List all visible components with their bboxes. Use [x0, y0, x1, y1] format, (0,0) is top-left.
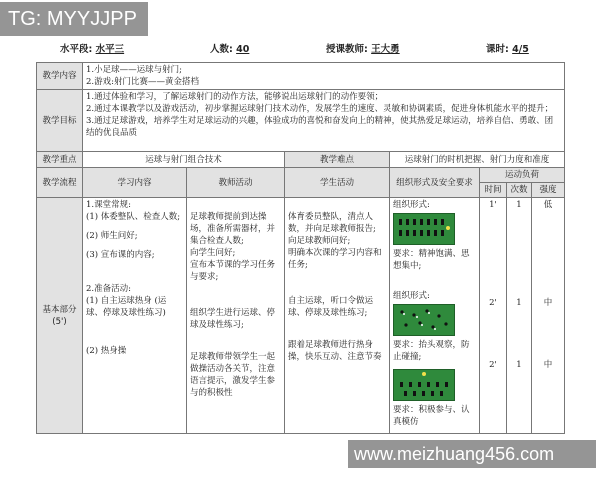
- watermark-top: TG: MYYJJPP: [0, 2, 148, 36]
- load-time-1: 1': [489, 200, 497, 210]
- student-c: 明确本次课的学习内容和任务;: [288, 248, 382, 270]
- load-intensity-1: 低: [543, 200, 553, 210]
- org-f3-req: 要求：积极参与、认真模仿: [393, 405, 470, 427]
- org-f2-label: 组织形式:: [393, 291, 430, 301]
- intensity-header: 强度: [532, 183, 565, 198]
- difficulty-value: 运球射门的时机把握、射门力度和准度: [390, 152, 565, 168]
- goal-line: 3.通过足球游戏，培养学生对足球运动的兴趣，体验成功的喜悦和奋发向上的精神，使其热爱足球运动，培养自信、勇敢、团结的优良品质: [86, 116, 554, 138]
- basic-label-cell: [37, 198, 83, 434]
- org-f1-req: 要求：精神饱满、思想集中;: [393, 249, 470, 271]
- basic-label-sub: (5'): [52, 316, 67, 327]
- goal-line: 2.通过本课教学以及游戏活动，初步掌握运球射门技术动作，发展学生的速度、灵敏和协调素质，促进身体机能水平的提升；: [86, 104, 554, 114]
- level-label: 水平段:: [60, 44, 93, 55]
- learn-s1-a: (1) 体委整队、检查人数;: [86, 212, 181, 222]
- columns-row: [37, 168, 565, 183]
- teacher-e: 足球教师带领学生一起做操活动各关节，注意语言提示，激发学生参与的积极性: [190, 352, 276, 398]
- content-cell: [83, 63, 565, 90]
- learn-s1-b: (2) 师生问好;: [86, 231, 138, 241]
- student-e: 跟着足球教师进行热身操，快乐互动、注意节奏: [288, 340, 382, 362]
- formation-1-players: [394, 214, 454, 244]
- goal-cell: [83, 90, 565, 152]
- content-row: [37, 63, 565, 90]
- load-count-2: 1: [516, 298, 522, 308]
- student-a: 体育委员整队，清点人数，并向足球教师报告;: [288, 212, 376, 234]
- teacher-label: 授课教师:: [326, 44, 368, 55]
- level-field: [60, 42, 124, 58]
- content-line: 1.小足球——运球与射门;: [86, 65, 182, 75]
- teacher-header: 教师活动: [187, 168, 285, 198]
- time-cell: [480, 198, 507, 434]
- level-value: 水平三: [95, 44, 125, 55]
- load-header: 运动负荷: [480, 168, 565, 183]
- content-label: 教学内容: [37, 63, 83, 90]
- learn-s1-title: 1.课堂常规:: [86, 200, 131, 210]
- goal-label: 教学目标: [37, 90, 83, 152]
- formation-diagram-1: [393, 213, 455, 245]
- formation-diagram-2: [393, 304, 455, 336]
- goal-line: 1.通过体验和学习，了解运球射门的动作方法，能够说出运球射门的动作要领；: [86, 92, 384, 102]
- teacher-b: 向学生问好;: [190, 248, 236, 258]
- org-header: 组织形式及安全要求: [390, 168, 480, 198]
- content-line: 2.游戏:射门比赛——黄金搭档: [86, 77, 199, 87]
- count-header: 次数: [507, 183, 532, 198]
- learn-s2-a: (1) 自主运球热身 (运球、停球及球性练习): [86, 296, 167, 318]
- student-b: 向足球教师问好;: [288, 236, 351, 246]
- learn-header: 学习内容: [83, 168, 187, 198]
- watermark-bottom: www.meizhuang456.com: [348, 440, 596, 468]
- learn-cell: [83, 198, 187, 434]
- count-field: [210, 42, 249, 58]
- org-f1-label: 组织形式:: [393, 200, 430, 210]
- lesson-plan-table: [36, 62, 565, 434]
- count-cell: [507, 198, 532, 434]
- student-header: 学生活动: [285, 168, 390, 198]
- basic-label: 基本部分: [42, 304, 77, 315]
- load-count-3: 1: [516, 360, 522, 370]
- teacher-value: 王大勇: [371, 44, 400, 55]
- load-count-1: 1: [516, 200, 522, 210]
- teacher-c: 宣布本节课的学习任务与要求;: [190, 260, 276, 282]
- lesson-label: 课时:: [486, 44, 509, 55]
- student-d: 自主运球，听口令做运球、停球及球性练习;: [288, 296, 374, 318]
- lesson-value: 4/5: [512, 44, 529, 55]
- teacher-a: 足球教师提前到达操场，准备所需器材，并集合检查人数;: [190, 212, 276, 246]
- load-intensity-3: 中: [543, 360, 553, 370]
- learn-s1-c: (3) 宣布课的内容;: [86, 250, 155, 260]
- goal-row: [37, 90, 565, 152]
- count-value: 40: [236, 44, 250, 55]
- teacher-field: [326, 42, 400, 58]
- load-intensity-2: 中: [543, 298, 553, 308]
- intensity-cell: [532, 198, 565, 434]
- key-row: [37, 152, 565, 168]
- formation-2-players: [394, 305, 454, 335]
- load-time-2: 2': [489, 298, 497, 308]
- difficulty-label: 教学难点: [285, 152, 390, 168]
- learn-s2-b: (2) 热身操: [86, 346, 127, 356]
- formation-3-players: [394, 370, 454, 400]
- student-cell: [285, 198, 390, 434]
- org-f2-req: 要求：抬头观察，防止碰撞;: [393, 340, 470, 362]
- lesson-field: [486, 42, 529, 58]
- teacher-d: 组织学生进行运球、停球及球性练习;: [190, 308, 276, 330]
- teacher-cell: [187, 198, 285, 434]
- time-header: 时间: [480, 183, 507, 198]
- key-label: 教学重点: [37, 152, 83, 168]
- key-value: 运球与射门组合技术: [83, 152, 285, 168]
- org-cell: [390, 198, 480, 434]
- load-time-3: 2': [489, 360, 497, 370]
- flow-header: 教学流程: [37, 168, 83, 198]
- formation-diagram-3: [393, 369, 455, 401]
- basic-part-row: [37, 198, 565, 434]
- count-label: 人数:: [210, 44, 233, 55]
- learn-s2-title: 2.准备活动:: [86, 284, 131, 294]
